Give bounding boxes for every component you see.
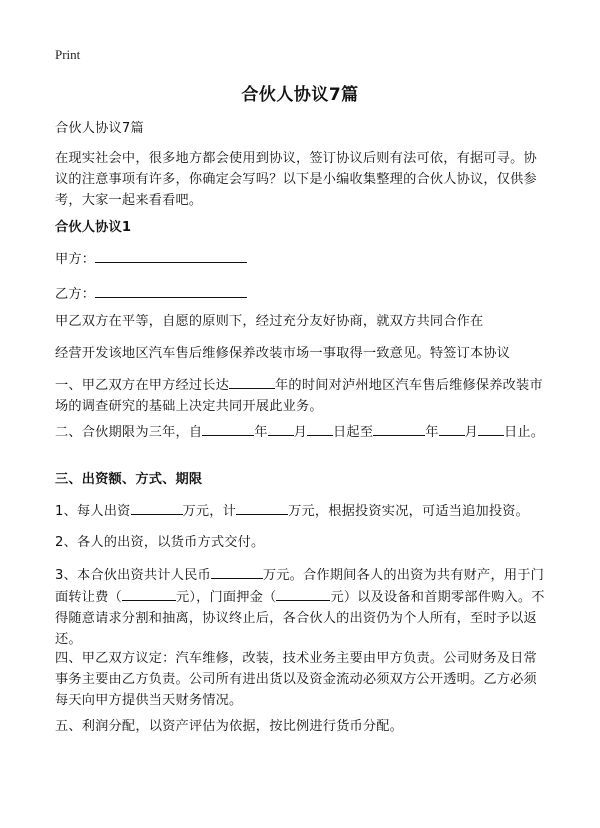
party-a-line xyxy=(55,248,550,270)
equal-principle-paragraph: 甲乙双方在平等，自愿的原则下，经过充分友好协商，就双方共同合作在 xyxy=(55,314,484,329)
clause-3-3-blank-transfer xyxy=(122,586,176,601)
clause-2-year1: 年 xyxy=(254,425,268,440)
clause-1-blank xyxy=(229,374,275,389)
clause-3-1-blank-b xyxy=(236,500,288,515)
party-b-label: 乙方： xyxy=(55,287,96,302)
document-subtitle: 合伙人协议7篇 xyxy=(55,121,144,136)
clause-1-text-a: 一、甲乙双方在甲方经过长达 xyxy=(55,378,230,393)
clause-3-heading: 三、出资额、方式、期限 xyxy=(55,472,203,487)
clause-5: 五、利润分配，以资产评估为依据，按比例进行货币分配。 xyxy=(55,719,404,734)
clause-2-blank-day2 xyxy=(478,421,504,436)
clause-3-1-blank-a xyxy=(131,500,183,515)
clause-2-blank-day1 xyxy=(307,421,333,436)
clause-3-3-text-d: 元）以及设备和首期零部件购入。不得随意请求分割和抽离，协议终止后，各合伙人的出资仍为个人所有，至时予以返还。 xyxy=(55,590,545,647)
business-paragraph: 经营开发该地区汽车售后维修保养改装市场一事取得一致意见。特签订本协议 xyxy=(55,346,511,361)
clause-2-day-to: 日起至 xyxy=(333,425,374,440)
clause-3-3-text-c: 元），门面押金（ xyxy=(175,590,277,605)
clause-3-1-text-a: 1、每人出资 xyxy=(55,504,131,519)
clause-2-blank-year1 xyxy=(202,421,254,436)
section-heading-1: 合伙人协议1 xyxy=(55,220,132,235)
clause-2-month1: 月 xyxy=(293,425,308,440)
clause-2-end: 日止。 xyxy=(504,425,545,440)
clause-4: 四、甲乙双方议定：汽车维修，改装，技术业务主要由甲方负责。公司财务及日常事务主要由乙方负责。公司所有进出货以及资金流动必须双方公开透明。乙方必须每天向甲方提供当天财务情况。 xyxy=(55,651,537,708)
clause-3-1 xyxy=(55,500,550,522)
clause-3-1-text-c: 万元，根据投资实况，可适当追加投资。 xyxy=(288,504,530,519)
clause-1-text-b: 年的时间对泸州地区汽车售后维修保养改装市场的调查研究的基础上决定共同开展此业务。 xyxy=(55,378,543,414)
clause-2 xyxy=(55,421,550,443)
page-title: 合伙人协议7篇 xyxy=(241,85,359,105)
clause-3-3-text-a: 3、本合伙出资共计人民币 xyxy=(55,568,211,583)
clause-2-year2: 年 xyxy=(425,425,439,440)
clause-3-3-text-b: 万元。合作期间各人的出资为共有财产，用于门面转让费（ xyxy=(55,568,544,605)
clause-3-2: 2、各人的出资，以货币方式交付。 xyxy=(55,535,265,550)
clause-3-3-blank-total xyxy=(211,564,263,579)
intro-paragraph: 在现实社会中，很多地方都会使用到协议，签订协议后则有法可依，有据可寻。协议的注意事项有许多，你确定会写吗？以下是小编收集整理的合伙人协议，仅供参考，大家一起来看看吧。 xyxy=(55,151,537,208)
clause-2-blank-month1 xyxy=(268,421,294,436)
clause-2-blank-month2 xyxy=(439,421,465,436)
clause-2-blank-year2 xyxy=(373,421,425,436)
party-b-line xyxy=(55,283,550,305)
party-a-blank xyxy=(95,248,247,263)
clause-3-3-blank-deposit xyxy=(276,586,330,601)
clause-2-month2: 月 xyxy=(464,425,478,440)
party-b-blank xyxy=(95,283,247,298)
clause-2-text-a: 二、合伙期限为三年，自 xyxy=(55,425,203,440)
clause-1 xyxy=(55,374,550,417)
clause-3-3 xyxy=(55,564,550,650)
clause-3-1-text-b: 万元，计 xyxy=(182,504,237,519)
party-a-label: 甲方： xyxy=(55,252,96,267)
print-link[interactable]: Print xyxy=(55,47,81,62)
